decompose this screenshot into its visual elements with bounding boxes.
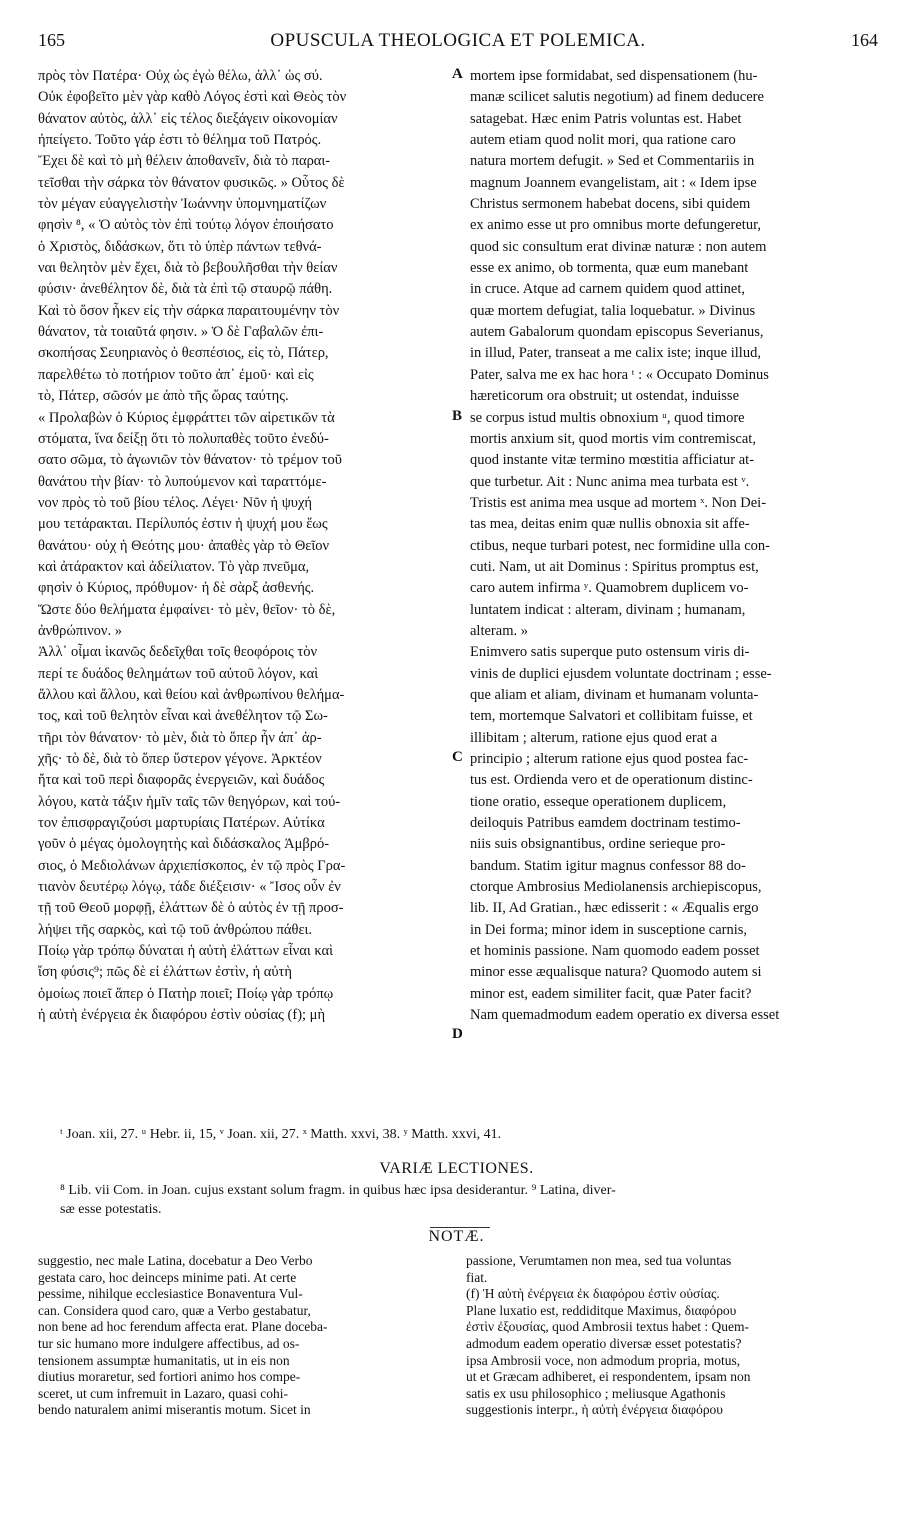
notes-left-column xyxy=(38,1253,448,1419)
note-line: satis ex usu philosophico ; meliusque Agathonis xyxy=(466,1385,726,1401)
section-marker-c: C xyxy=(452,749,463,765)
greek-text-line: ναι θελητὸν μὲν ἔχει, διὰ τὸ βεβουλῆσθαι τὴν θείαν xyxy=(38,260,338,277)
greek-text-line: νον πρὸς τὸ τοῦ βίου τέλος. Λέγει· Νῦν ἡ ψυχή xyxy=(38,494,312,511)
greek-text-line: Ἀλλ᾽ οἶμαι ἱκανῶς δεδεῖχθαι τοῖς θεοφόροις τὸν xyxy=(38,644,318,661)
latin-text-line: tione oratio, esseque operationem duplicem, xyxy=(470,793,727,810)
note-line: fiat. xyxy=(466,1269,488,1285)
greek-text-line: τῆρι τὸν θάνατον· τὸ μὲν, διὰ τὸ ὅπερ ἦν ἀπ᾽ ἀρ- xyxy=(38,729,322,746)
greek-text-line: χῆς· τὸ δὲ, διὰ τὸ ὅπερ ὕστερον γέγονε. Ἀρκτέον xyxy=(38,751,322,767)
greek-text-line: Ἔχει δὲ καὶ τὸ μὴ θέλειν ἀποθανεῖν, διὰ τὸ παραι- xyxy=(38,153,331,170)
latin-text-line: luntatem indicat : alteram, divinam ; humanam, xyxy=(470,601,746,618)
greek-text-line: παρελθέτω τὸ ποτήριον τοῦτο ἀπ᾽ ἐμοῦ· καὶ εἰς xyxy=(38,366,314,383)
latin-text-line: niis suis obsignantibus, ordine serieque pro- xyxy=(470,836,726,853)
greek-text-line: τος, καὶ τοῦ θελητὸν εἶναι καὶ ἀνεθέλητον τῷ Σω- xyxy=(38,708,328,725)
latin-text-line: se corpus istud multis obnoxium ᵘ, quod timore xyxy=(470,409,745,426)
note-line: Plane luxatio est, reddiditque Maximus, διαφόρου xyxy=(466,1302,737,1318)
greek-text-line: τὸν μέγαν εὐαγγελιστὴν Ἰωάννην ὑπομνηματίζων xyxy=(38,196,327,213)
latin-text-line: vinis de duplici ejusdem voluntate doctrinam ; esse- xyxy=(470,665,772,682)
greek-text-line: καὶ ἀτάρακτον καὶ ἀδείλιατον. Τὸ γὰρ πνεῦμα, xyxy=(38,558,310,575)
greek-text-line: φησὶν ὁ Κύριος, πρόθυμον· ἡ δὲ σὰρξ ἀσθενής. xyxy=(38,580,315,597)
greek-text-line: θανάτου· οὐχ ἡ Θεότης μου· ἀπαθὲς γὰρ τὸ Θεῖον xyxy=(38,537,330,554)
latin-text-line: bandum. Statim igitur magnus confessor 88 do- xyxy=(470,857,746,874)
greek-text-line: σιος, ὁ Μεδιολάνων ἀρχιεπίσκοπος, ἐν τῷ πρὸς Γρα- xyxy=(38,857,346,874)
section-marker-a: A xyxy=(452,66,463,82)
running-title: OPUSCULA THEOLOGICA ET POLEMICA. xyxy=(270,30,646,51)
greek-text-line: « Προλαβὼν ὁ Κύριος ἐμφράττει τῶν αἱρετικῶν τὰ xyxy=(38,409,335,426)
note-line: tensionem assumptæ humanitatis, ut in eis non xyxy=(38,1352,290,1368)
greek-text-line: γοῦν ὁ μέγας ὁμολογητὴς καὶ διδάσκαλος Ἀμβρό- xyxy=(38,836,330,853)
greek-text-line: λήψει τῆς σαρκὸς, καὶ τῷ τοῦ ἀνθρώπου πάθει. xyxy=(38,921,313,938)
note-line: ἐστὶν ἐξουσίας, quod Ambrosii textus habet : Quem- xyxy=(466,1319,750,1335)
greek-text-line: Καὶ τὸ ὅσον ἧκεν εἰς τὴν σάρκα παραιτουμένην τὸν xyxy=(38,302,340,319)
note-line: admodum eadem operatio diversæ esset potestatis? xyxy=(466,1335,742,1351)
latin-text-line: tus est. Ordienda vero et de operationum distinc- xyxy=(470,772,753,789)
latin-text-line: tem, mortemque Salvatori et collibitam fuisse, et xyxy=(470,708,753,725)
greek-text-line: τῇ τοῦ Θεοῦ μορφῇ, ἐλάττων δὲ ὁ αὐτὸς ἐν τῇ προσ- xyxy=(38,900,344,917)
latin-text-line: quod instante vitæ termino mœstitia afficiatur at- xyxy=(470,452,755,469)
latin-text-line: esse ex animo, ob tormenta, quæ eum manebant xyxy=(470,260,749,277)
latin-text-line: mortis anxium sit, quod mortis vim contremiscat, xyxy=(470,430,756,447)
latin-text-line: Pater, salva me ex hac hora ᵗ : « Occupato Dominus xyxy=(470,366,769,383)
note-line: (f) Ἡ αὐτὴ ἐνέργεια ἐκ διαφόρου ἐστὶν οὐσίας. xyxy=(466,1286,720,1302)
greek-text-line: ὁ Χριστὸς, διδάσκων, ὅτι τὸ ὑπὲρ πάντων τεθνά- xyxy=(38,238,322,255)
greek-text-line: Ποίῳ γὰρ τρόπῳ δύναται ἡ αὐτὴ ἐλάττων εἶναι καὶ xyxy=(38,943,334,960)
page-number-left: 165 xyxy=(38,30,65,50)
greek-text-line: τιανὸν δευτέρῳ λόγῳ, τάδε διέξεισιν· « Ἴσος οὖν ἐν xyxy=(38,879,341,896)
note-line: sceret, ut cum infremuit in Lazaro, quasi cohi- xyxy=(38,1385,289,1401)
latin-text-line: magnum Joannem evangelistam, ait : « Idem ipse xyxy=(470,174,757,191)
greek-text-line: σκοπήσας Σευηριανὸς ὁ θεσπέσιος, εἰς τὸ, Πάτερ, xyxy=(38,345,329,362)
greek-text-line: Ὥστε δύο θελήματα ἐμφαίνει· τὸ μὲν, θεῖον· τὸ δὲ, xyxy=(38,601,336,618)
latin-text-line: ctorque Ambrosius Mediolanensis archiepiscopus, xyxy=(470,879,762,896)
greek-text-line: τὸ, Πάτερ, σῶσόν με ἀπὸ τῆς ὥρας ταύτης. xyxy=(38,388,289,405)
notes-right-column xyxy=(466,1253,880,1419)
latin-text-line: autem Gabalorum quondam episcopus Severianus, xyxy=(470,324,764,341)
variae-line: ⁸ Lib. vii Com. in Joan. cujus exstant solum fragm. in quibus hæc ipsa desiderantur. ⁹ Latina, diver- xyxy=(60,1183,616,1198)
note-line: tur sic humano more indulgere affectibus, ad os- xyxy=(38,1335,300,1351)
greek-text-line: Οὐκ ἐφοβεῖτο μὲν γὰρ καθὸ Λόγος ἐστὶ καὶ Θεὸς τὸν xyxy=(38,89,347,106)
latin-text-line: Tristis est anima mea usque ad mortem ˣ. Non Dei- xyxy=(470,494,767,511)
greek-text-line: μου τετάρακται. Περίλυπός ἐστιν ἡ ψυχή μου ἕως xyxy=(38,516,328,533)
section-marker-d: D xyxy=(452,1026,463,1042)
variae-line: sæ esse potestatis. xyxy=(60,1202,162,1217)
note-line: non bene ad hoc ferendum affecta erat. Plane doceba- xyxy=(38,1319,328,1335)
greek-text-line: λόγου, κατὰ τάξιν ἡμῖν ταῖς τῶν θεηγόρων, καὶ τού- xyxy=(38,793,341,810)
latin-text-line: minor esse æqualisque natura? Quomodo autem si xyxy=(470,964,762,981)
note-line: ipsa Ambrosii voce, non admodum propria, motus, xyxy=(466,1352,741,1368)
greek-text-line: ὁμοίως ποιεῖ ἅπερ ὁ Πατὴρ ποιεῖ; Ποίῳ γὰρ τρόπῳ xyxy=(38,985,334,1002)
variae-lectiones-heading: VARIÆ LECTIONES. xyxy=(379,1160,534,1177)
greek-text-line: θανάτου τὴν βίαν· τὸ λυπούμενον καὶ ταραττόμε- xyxy=(38,473,327,490)
latin-text-line: Christus sermonem habebat docens, sibi quidem xyxy=(470,196,751,213)
note-line: can. Considera quod caro, quæ a Verbo gestabatur, xyxy=(38,1302,311,1318)
latin-text-line: mortem ipse formidabat, sed dispensationem (hu- xyxy=(470,68,758,84)
latin-text-line: principio ; alterum ratione ejus quod postea fac- xyxy=(470,751,749,767)
note-line: diutius moraretur, sed fortiori animo hos compe- xyxy=(38,1369,301,1385)
latin-text-line: deiloquis Patribus eamdem doctrinam testimo- xyxy=(470,815,741,832)
note-line: suggestionis interpr., ἡ αὐτὴ ἐνέργεια διαφόρου xyxy=(466,1402,723,1418)
latin-text-line: Nam quemadmodum eadem operatio ex diversa esset xyxy=(470,1007,780,1024)
greek-text-line: περί τε δυάδος θελημάτων τοῦ αὐτοῦ λόγον, καὶ xyxy=(38,665,319,682)
greek-text-line: ἡ αὐτὴ ἐνέργεια ἐκ διαφόρου ἐστὶν οὐσίας (f); μὴ xyxy=(38,1007,326,1024)
latin-text-line: caro autem infirma ʸ. Quamobrem duplicem vo- xyxy=(470,580,749,597)
latin-text-line: Enimvero satis superque puto ostensum viris di- xyxy=(470,644,750,661)
greek-text-line: ἀνθρώπινον. » xyxy=(38,622,122,639)
greek-text-line: πρὸς τὸν Πατέρα· Οὐχ ὡς ἐγὼ θέλω, ἀλλ᾽ ὡς σύ. xyxy=(38,68,323,84)
note-line: passione, Verumtamen non mea, sed tua voluntas xyxy=(466,1253,732,1268)
latin-text-line: autem etiam quod nolit mori, qua ratione caro xyxy=(470,132,736,149)
variae-lectiones-text xyxy=(60,1181,880,1219)
latin-text-column xyxy=(470,66,880,1026)
latin-text-line: minor est, eadem similiter facit, quæ Pater facit? xyxy=(470,985,752,1002)
section-marker-b: B xyxy=(452,408,463,424)
latin-text-line: et hominis passione. Nam quomodo eadem posset xyxy=(470,943,760,960)
greek-text-line: ἤτα καὶ τοῦ περὶ διαφορᾶς ἐνεργειῶν, καὶ δυάδος xyxy=(38,772,325,789)
note-line: bendo naturalem animi miserantis motum. Sicet in xyxy=(38,1402,311,1418)
latin-text-line: illibitam ; alterum, ratione ejus quod erat a xyxy=(470,729,718,746)
greek-text-line: θάνατον, τὰ τοιαῦτά φησιν. » Ὁ δὲ Γαβαλῶν ἐπι- xyxy=(38,324,324,341)
latin-text-line: quod sic consultum erat divinæ naturæ : non autem xyxy=(470,238,767,255)
latin-text-line: in illud, Pater, transeat a me calix iste; inque illud, xyxy=(470,345,761,362)
note-line: gestata caro, hoc deinceps minime pati. At certe xyxy=(38,1269,297,1285)
greek-text-line: στόματα, ἵνα δείξῃ ὅτι τὸ πολυπαθὲς τοῦτο ἐνεδύ- xyxy=(38,430,329,447)
scripture-footnotes: ᵗ Joan. xii, 27. ᵘ Hebr. ii, 15, ᵛ Joan. xii, 27. ˣ Matth. xxvi, 38. ʸ Matth. xxvi, 41. xyxy=(60,1127,502,1142)
latin-text-line: manæ scilicet salutis negotium) ad finem deducere xyxy=(470,89,764,106)
greek-text-line: σατο σῶμα, τὸ ἀγωνιῶν τὸν θάνατον· τὸ τρέμον τοῦ xyxy=(38,452,342,469)
latin-text-line: ex animo esse ut pro omnibus morte defungeretur, xyxy=(470,217,761,234)
greek-text-line: θάνατον αὐτὸς, ἀλλ᾽ εἰς τέλος διεξάγειν οἰκονομίαν xyxy=(38,110,338,127)
latin-text-line: alteram. » xyxy=(470,622,528,639)
latin-text-line: que turbetur. Ait : Nunc anima mea turbata est ᵛ. xyxy=(470,473,750,490)
latin-text-line: cuti. Nam, ut ait Dominus : Spiritus promptus est, xyxy=(470,558,759,575)
greek-text-line: ἄλλου καὶ ἄλλου, καὶ θείου καὶ ἀνθρωπίνου θελήμα- xyxy=(38,686,345,703)
running-header xyxy=(38,30,878,60)
latin-text-line: ctibus, neque turbari potest, nec formidine ulla con- xyxy=(470,537,770,554)
latin-text-line: hæreticorum ora obstruit; ut ostendat, induisse xyxy=(470,388,740,405)
greek-text-line: ἴση φύσις⁹; πῶς δὲ εἰ ἐλάττων ἐστὶν, ἡ αὐτὴ xyxy=(38,964,292,981)
note-line: ut et Græcam adhiberet, ei respondentem, ipsam non xyxy=(466,1369,751,1385)
greek-text-line: τεῖσθαι τὴν σάρκα τὸν θάνατον φυσικῶς. » Οὗτος δὲ xyxy=(38,174,345,191)
greek-text-line: ἠπείγετο. Τοῦτο γάρ ἐστι τὸ θέλημα τοῦ Πατρός. xyxy=(38,132,322,149)
greek-text-line: φησὶν ⁸, « Ὁ αὐτὸς τὸν ἐπὶ τούτῳ λόγον ἐποιήσατο xyxy=(38,217,334,234)
latin-text-line: lib. II, Ad Gratian., hæc edisserit : « Æqualis ergo xyxy=(470,900,759,917)
greek-text-line: τον ἐπισφραγιζούσι μαρτυρίαις Πατέρων. Αὐτίκα xyxy=(38,815,325,832)
latin-text-line: in Dei forma; minor idem in susceptione carnis, xyxy=(470,921,748,938)
latin-text-line: quæ mortem defugiat, talia loquebatur. » Divinus xyxy=(470,302,756,319)
latin-text-line: natura mortem defugit. » Sed et Commentariis in xyxy=(470,153,755,170)
page-number-right: 164 xyxy=(851,30,878,50)
latin-text-line: satagebat. Hæc enim Patris voluntas est. Habet xyxy=(470,110,742,127)
note-line: pessime, nihilque ecclesiastice Bonaventura Vul- xyxy=(38,1286,303,1302)
note-line: suggestio, nec male Latina, docebatur a Deo Verbo xyxy=(38,1253,313,1268)
greek-text-line: φύσιν· ἀνεθέλητον δὲ, διὰ τὰ ἐπὶ τῷ σταυρῷ πάθη. xyxy=(38,281,333,298)
notae-heading: NOTÆ. xyxy=(428,1228,485,1245)
latin-text-line: in cruce. Atque ad carnem quidem quod attinet, xyxy=(470,281,746,298)
latin-text-line: tas mea, deitas enim quæ nullis obnoxia sit affe- xyxy=(470,516,750,533)
latin-text-line: que aliam et aliam, divinam et humanam volunta- xyxy=(470,686,759,703)
greek-text-column xyxy=(38,66,450,1026)
